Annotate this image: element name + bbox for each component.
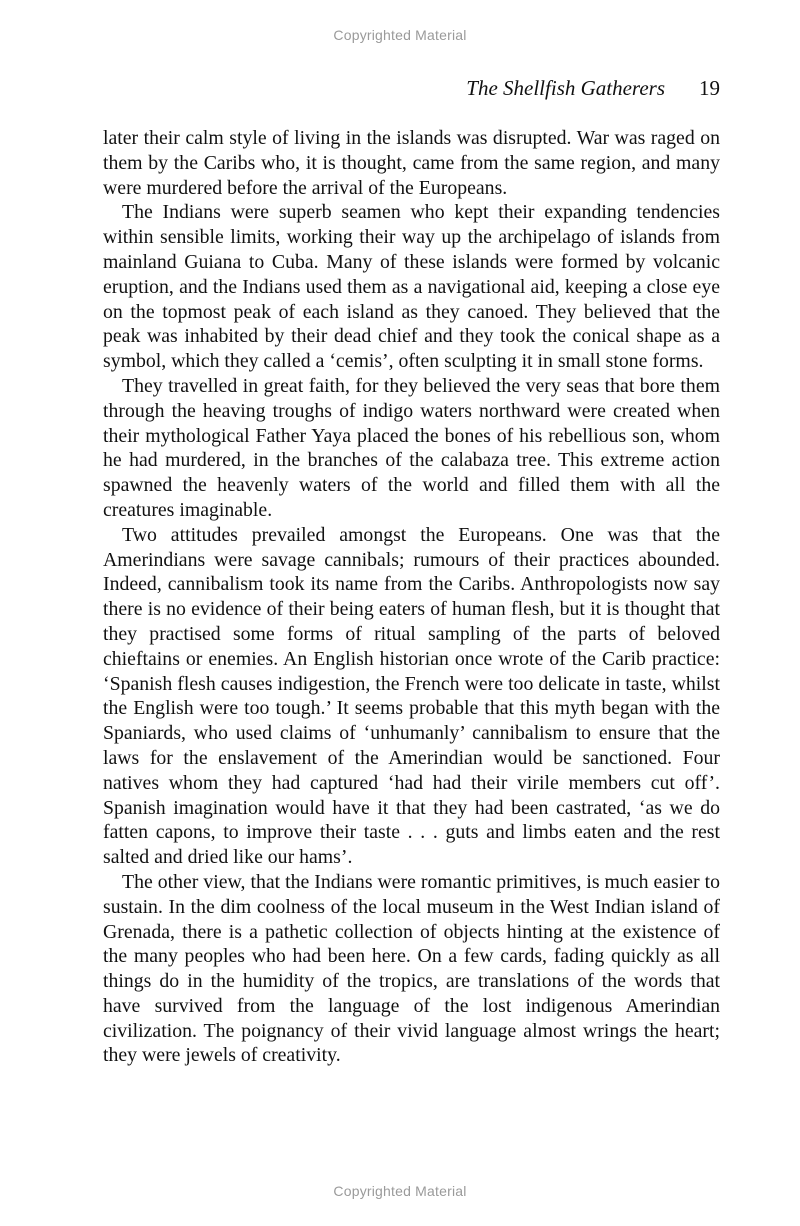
page-number: 19 (699, 76, 720, 100)
paragraph-1: later their calm style of living in the islands was disrupted. War was raged on them by the Caribs who, it is thought, came from the same region, and many were murdered before the arrival of the Europeans. (103, 127, 720, 199)
body-text (103, 126, 720, 1068)
copyright-watermark-bottom: Copyrighted Material (333, 1183, 467, 1199)
paragraph-2: The Indians were superb seamen who kept their expanding tendencies within sensible limits, working their way up the archipelago of islands from mainland Guiana to Cuba. Many of these islands were formed by volcanic eruption, and the Indians used them as a navigational aid, keeping a close eye on the topmost peak of each island as they canoed. They believed that the peak was inhabited by their dead chief and they took the conical shape as a symbol, which they called a ‘cemis’, often sculpting it in small stone forms. (103, 201, 720, 373)
paragraph-5: The other view, that the Indians were romantic primitives, is much easier to sustain. In the dim coolness of the local museum in the West Indian island of Grenada, there is a pathetic collection of objects hinting at the existence of the many peoples who had been here. On a few cards, fading quickly as all things do in the humidity of the tropics, are translations of the words that have survived from the language of the lost indigenous Amerindian civilization. The poignancy of their vivid language almost wrings the heart; they were jewels of creativity. (103, 870, 720, 1067)
paragraph-4: Two attitudes prevailed amongst the Europeans. One was that the Amerindians were savage cannibals; rumours of their practices abounded. Indeed, cannibalism took its name from the Caribs. Anthropologists now say there is no evidence of their being eaters of human flesh, but it is thought that they practised some forms of ritual sampling of the parts of beloved chieftains or enemies. An English historian once wrote of the Carib practice: ‘Spanish flesh causes indigestion, the French were too delicate in taste, whilst the English were too tough.’ It seems probable that this myth began with the Spaniards, who used claims of ‘unhumanly’ cannibalism to ensure that the laws for the enslavement of the Amerindian would be sanctioned. Four natives whom they had captured ‘had had their virile members cut off’. Spanish imagination would have it that they had been castrated, ‘as we do fatten capons, to improve their taste . . . guts and limbs eaten and the rest salted and dried like our hams’. (103, 523, 720, 869)
chapter-title: The Shellfish Gatherers (466, 76, 665, 100)
running-head (103, 74, 720, 102)
paragraph-3: They travelled in great faith, for they believed the very seas that bore them through the heaving troughs of indigo waters northward were created when their mythological Father Yaya placed the bones of his rebellious son, whom he had murdered, in the branches of the calabaza tree. This extreme action spawned the heavenly waters of the world and filled them with all the creatures imaginable. (103, 374, 720, 521)
copyright-watermark-top: Copyrighted Material (333, 27, 467, 43)
